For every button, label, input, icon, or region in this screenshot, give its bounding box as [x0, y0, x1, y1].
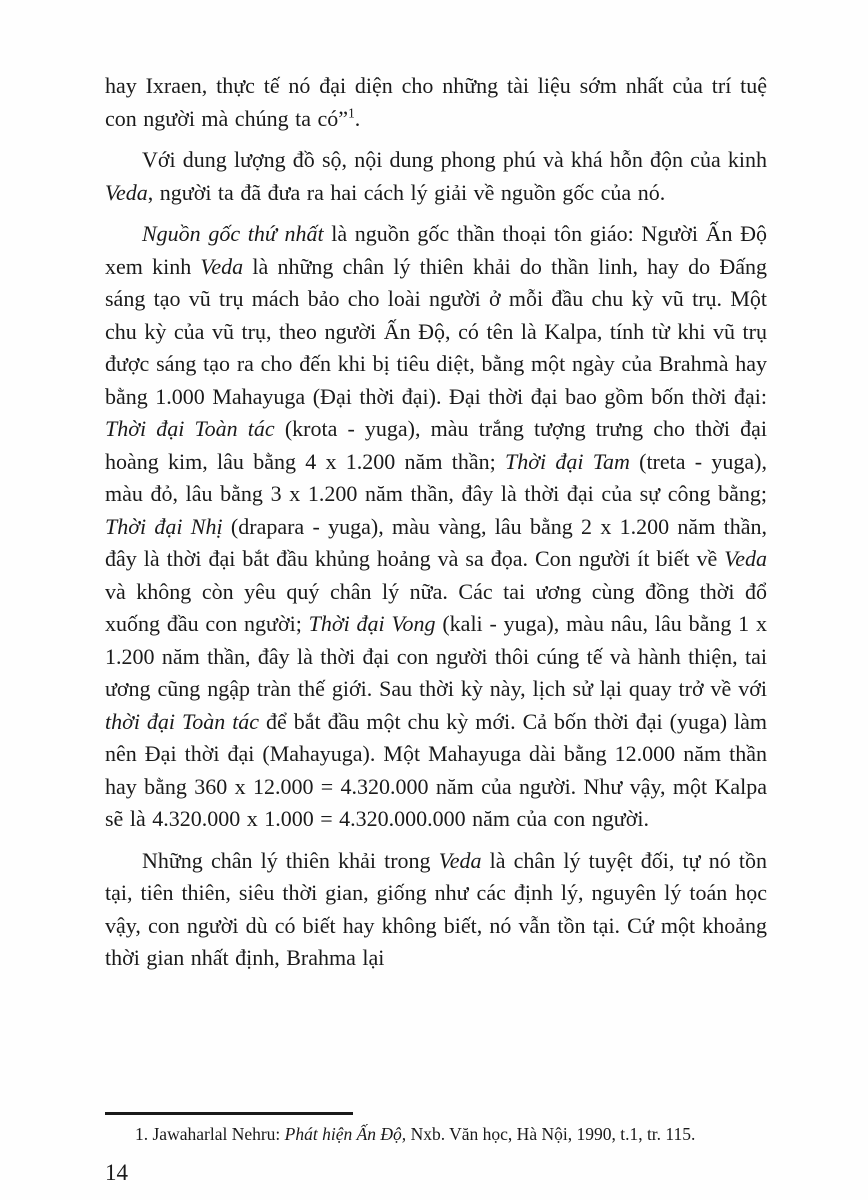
- paragraph-2: Với dung lượng đồ sộ, nội dung phong phú và khá hỗn độn của kinh Veda, người ta đã đưa ra hai cách lý giải về nguồn gốc của nó.: [105, 147, 767, 205]
- footnote: 1. Jawaharlal Nehru: Phát hiện Ấn Độ, Nxb. Văn học, Hà Nội, 1990, t.1, tr. 115.: [135, 1124, 696, 1144]
- paragraph-3: Nguồn gốc thứ nhất là nguồn gốc thần thoại tôn giáo: Người Ấn Độ xem kinh Veda là những chân lý thiên khải do thần linh, hay do Đấng sáng tạo vũ trụ mách bảo cho loài người ở mỗi đầu chu kỳ vũ trụ. Một chu kỳ của vũ trụ, theo người Ấn Độ, có tên là Kalpa, tính từ khi vũ trụ được sáng tạo ra cho đến khi bị tiêu diệt, bằng một ngày của Brahmà hay bằng 1.000 Mahayuga (Đại thời đại). Đại thời đại bao gồm bốn thời đại: Thời đại Toàn tác (krota - yuga), màu trắng tượng trưng cho thời đại hoàng kim, lâu bằng 4 x 1.200 năm thần; Thời đại Tam (treta - yuga), màu đỏ, lâu bằng 3 x 1.200 năm thần, đây là thời đại của sự công bằng; Thời đại Nhị (drapara - yuga), màu vàng, lâu bằng 2 x 1.200 năm thần, đây là thời đại bắt đầu khủng hoảng và sa đọa. Con người ít biết về Veda và không còn yêu quý chân lý nữa. Các tai ương cùng đồng thời đổ xuống đầu con người; Thời đại Vong (kali - yuga), màu nâu, lâu bằng 1 x 1.200 năm thần, đây là thời đại con người thôi cúng tế và hành thiện, tai ương cũng ngập tràn thế giới. Sau thời kỳ này, lịch sử lại quay trở về với thời đại Toàn tác để bắt đầu một chu kỳ mới. Cả bốn thời đại (yuga) làm nên Đại thời đại (Mahayuga). Một Mahayuga dài bằng 12.000 năm thần hay bằng 360 x 12.000 = 4.320.000 năm của người. Như vậy, một Kalpa sẽ là 4.320.000 x 1.000 = 4.320.000.000 năm của con người.: [105, 221, 768, 831]
- paragraph-1: hay Ixraen, thực tế nó đại diện cho những tài liệu sớm nhất của trí tuệ con người mà chúng ta có”$^1$.: [105, 73, 767, 131]
- page-body: [105, 70, 767, 984]
- paragraph-4: Những chân lý thiên khải trong Veda là chân lý tuyệt đối, tự nó tồn tại, tiên thiên, siêu thời gian, giống như các định lý, nguyên lý toán học vậy, con người dù có biết hay không biết, nó vẫn tồn tại. Cứ một khoảng thời gian nhất định, Brahma lại: [105, 847, 767, 970]
- footnote-separator: [105, 1112, 353, 1115]
- page-number: 14: [105, 1160, 128, 1185]
